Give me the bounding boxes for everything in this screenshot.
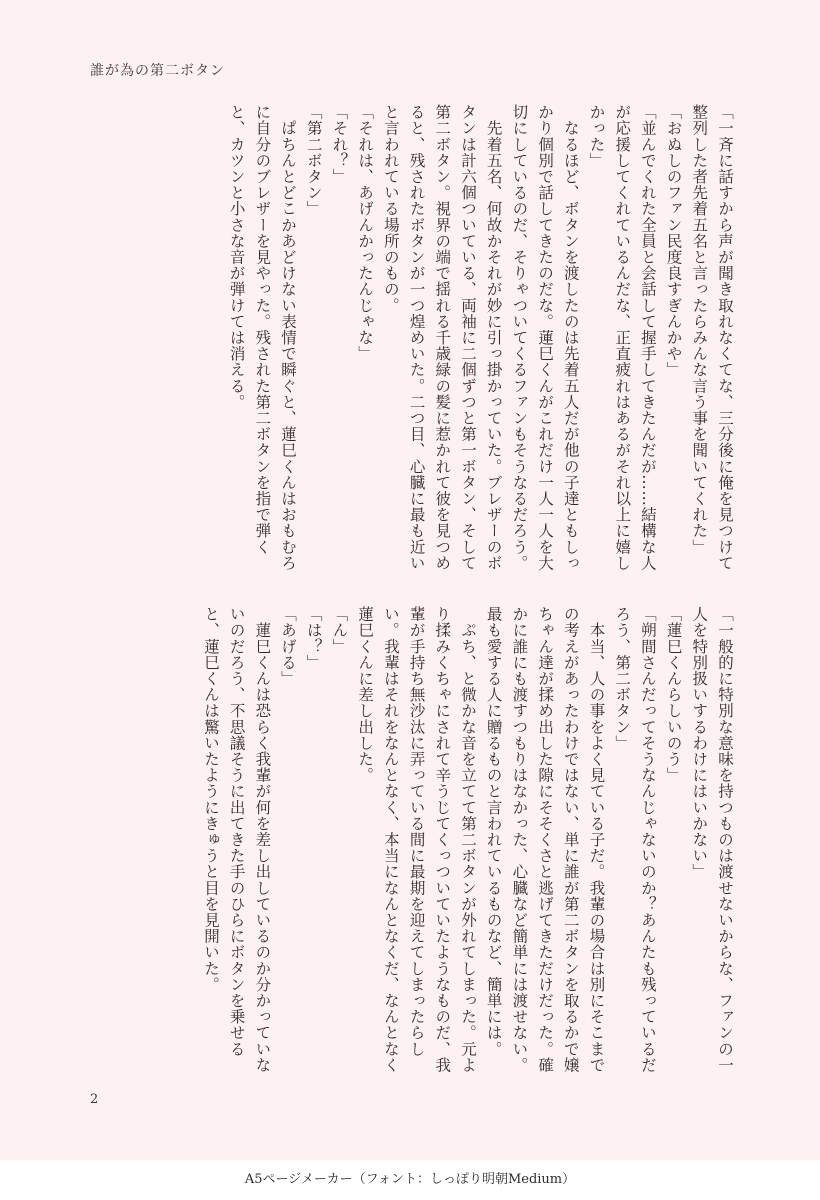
paragraph: 「は？」 xyxy=(304,606,323,671)
paragraph: なるほど、ボタンを渡したのは先着五人だが他の子達ともしっかり個別で話してきたのだな。蓮巳くんがこれだけ一人一人を大切にしているのだ、そりゃついてくるファンもそうなるだろう。 xyxy=(510,104,580,571)
paragraph: 「あげる」 xyxy=(279,606,298,687)
paragraph: 「一斉に話すから声が聞き取れなくてな、三分後に俺を見つけて整列した者先着五名と言ったらみんな言う事を聞いてくれた」 xyxy=(690,104,734,571)
paragraph: 先着五名、何故かそれが妙に引っ掛かっていた。ブレザーのボタンは計六個ついている、両袖に二個ずつと第一ボタン、そして第二ボタン。視界の端で揺れる千歳緑の髪に惹かれて彼を見つめると、残されたボタンが一つ煌めいた。二つ目、心臓に最も近いと言われている場所のもの。 xyxy=(381,104,503,571)
paragraph: ぷち、と微かな音を立てて第二ボタンが外れてしまった。元より揉みくちゃにされて辛うじてくっついていたようなものだ、我輩が手持ち無沙汰に弄っている間に最期を迎えてしまったらしい。我輩はそれをなんとなく、本当になんとなくだ、なんとなく蓮巳くんに差し出した。 xyxy=(356,606,477,1073)
footer-credit-bar xyxy=(0,1160,820,1200)
running-title: 誰が為の第二ボタン xyxy=(90,63,225,79)
paragraph: 「それは、あげんかったんじゃな」 xyxy=(356,104,375,362)
paragraph: 「それ？」 xyxy=(330,104,349,185)
lower-text-block xyxy=(95,606,737,1074)
paragraph: 「蓮巳くんらしいのう」 xyxy=(664,606,683,784)
paragraph: 「ん」 xyxy=(330,606,349,655)
paragraph: 「並んでくれた全員と会話して握手してきたんだが……結構な人が応援してくれているんだな、正直疲れはあるがそれ以上に嬉しかった」 xyxy=(587,104,657,571)
page-number: 2 xyxy=(90,1092,99,1107)
paragraph: 蓮巳くんは恐らく我輩が何を差し出しているのか分かっていないのだろう、不思議そうに出てきた手のひらにボタンを乗せると、蓮巳くんは驚いたようにきゅうと目を見開いた。 xyxy=(201,606,272,1073)
paragraph: 本当、人の事をよく見ている子だ。我輩の場合は別にそこまでの考えがあったわけではない、単に誰が第二ボタンを取るかで嬢ちゃん達が揉め出した隙にそそくさと逃げてきただけだった。確かに誰にも渡すつもりはなかった、心臓など簡単には渡せない。最も愛する人に贈るものと言われているものなど、簡単には。 xyxy=(484,606,606,1073)
paragraph: 「一般的に特別な意味を持つものは渡せないからな、ファンの一人を特別扱いするわけにはいかない」 xyxy=(690,606,734,1073)
paragraph: 「第二ボタン」 xyxy=(304,104,323,217)
paragraph: 「朔間さんだってそうなんじゃないのか？あんたも残っているだろう、第二ボタン」 xyxy=(613,606,657,1073)
paragraph: ぱちんとどこかあどけない表情で瞬ぐと、蓮巳くんはおもむろに自分のブレザーを見やった。残された第二ボタンを指で弾くと、カツンと小さな音が弾けては消える。 xyxy=(227,104,298,571)
upper-text-block xyxy=(95,104,737,572)
footer-credit: A5ページメーカー（フォント：しっぽり明朝Medium） xyxy=(244,1172,576,1187)
paragraph: 「おぬしのファン民度良すぎんかや」 xyxy=(664,104,683,378)
